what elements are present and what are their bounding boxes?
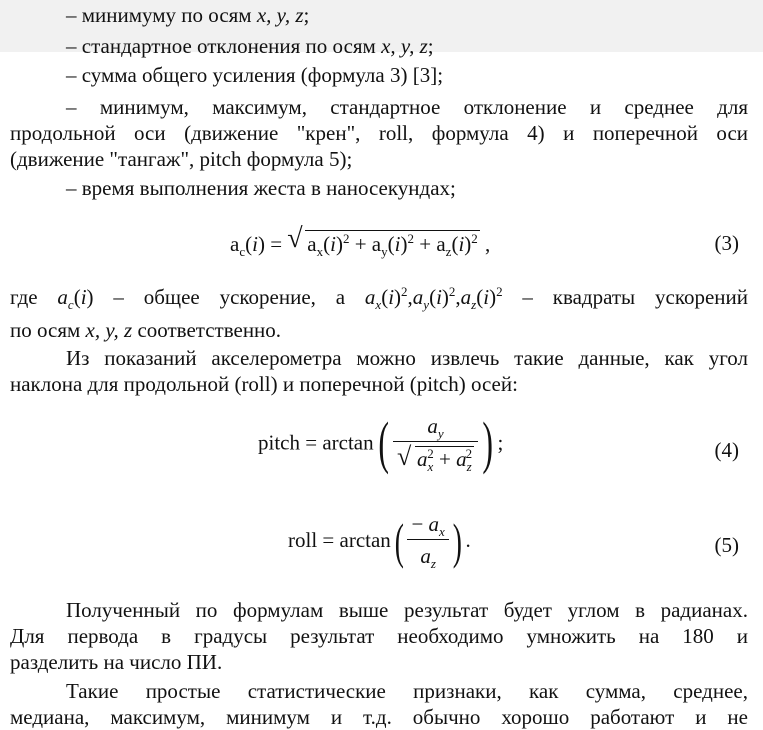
axes: x, y, z <box>85 318 133 342</box>
list-item-stats-line1: – минимум, максимум, стандартное отклонение и среднее для <box>66 95 748 119</box>
paragraph-result-line3: разделить на число ПИ. <box>10 650 223 674</box>
axes: x, y, z <box>381 34 428 58</box>
paragraph-result-line1: Полученный по формулам выше результат будет углом в радианах. <box>66 598 748 622</box>
list-item-stats-line3: (движение "тангаж", pitch формула 5); <box>10 147 353 171</box>
list-item-sum <box>66 62 443 88</box>
axes: x, y, z <box>256 3 304 27</box>
formula-3: $a_c(i)$ = √ $a_x(i)^2 + a_y(i)^2 + a_z(i)^2$ , <box>230 223 491 260</box>
paragraph-stats-line1: Такие простые статистические признаки, как сумма, среднее, <box>66 679 748 703</box>
equation-number-3: (3) <box>714 231 739 255</box>
punct: ; <box>427 34 434 58</box>
list-item-stats-line2: продольной оси (движение "крен", roll, формула 4) и поперечной оси <box>10 121 748 145</box>
paragraph-result-line2: Для первода в градусы результат необходимо умножить на 180 и <box>10 624 748 648</box>
equation-number-4: (4) <box>714 438 739 462</box>
text: соответственно. <box>137 318 282 342</box>
fraction: $\frac{- a_x}{a_z}$ <box>407 512 448 569</box>
where-line-2 <box>10 317 281 343</box>
paragraph-accel-line1: Из показаний акселерометра можно извлечь такие данные, как угол <box>66 346 748 370</box>
ac-symbol: $a_c(i)$ <box>57 285 94 313</box>
where-line <box>10 284 748 313</box>
paragraph-stats-line2: медиана, максимум, минимум и т.д. обычно хорошо работают и не <box>10 705 748 729</box>
text: – стандартное отклонения по осям <box>66 34 376 58</box>
axes-squares: $a_x(i)^2,a_y(i)^2,a_z(i)^2$ <box>364 284 503 313</box>
punct: ; <box>303 3 310 27</box>
text: – общее ускорение, а <box>113 285 346 309</box>
paragraph-accel-line2: наклона для продольной (roll) и поперечной (pitch) осей: <box>10 372 518 396</box>
formula-5: roll = arctan( $\frac{- a_x}{a_z}$ ) . <box>288 512 471 572</box>
formula-4: pitch = arctan( $a_y$ √ $a_x^2 + a_z^2$ ) ; <box>258 410 504 475</box>
text: – сумма общего усиления (формула 3) [3]; <box>66 63 444 87</box>
label: pitch = arctan <box>258 430 374 455</box>
text: – квадраты ускорений <box>522 285 748 309</box>
list-item-min <box>66 2 309 28</box>
text: по осям <box>10 318 81 342</box>
list-item-std <box>66 33 434 59</box>
text: – минимуму по осям <box>66 3 252 27</box>
fraction: $a_y$ √ $a_x^2 + a_z^2$ <box>393 414 478 472</box>
label: roll = arctan <box>288 528 391 552</box>
list-item-time: – время выполнения жеста в наносекундах; <box>66 176 456 200</box>
equation-number-5: (5) <box>714 533 739 557</box>
text: где <box>10 285 38 309</box>
minus: − <box>411 512 424 536</box>
